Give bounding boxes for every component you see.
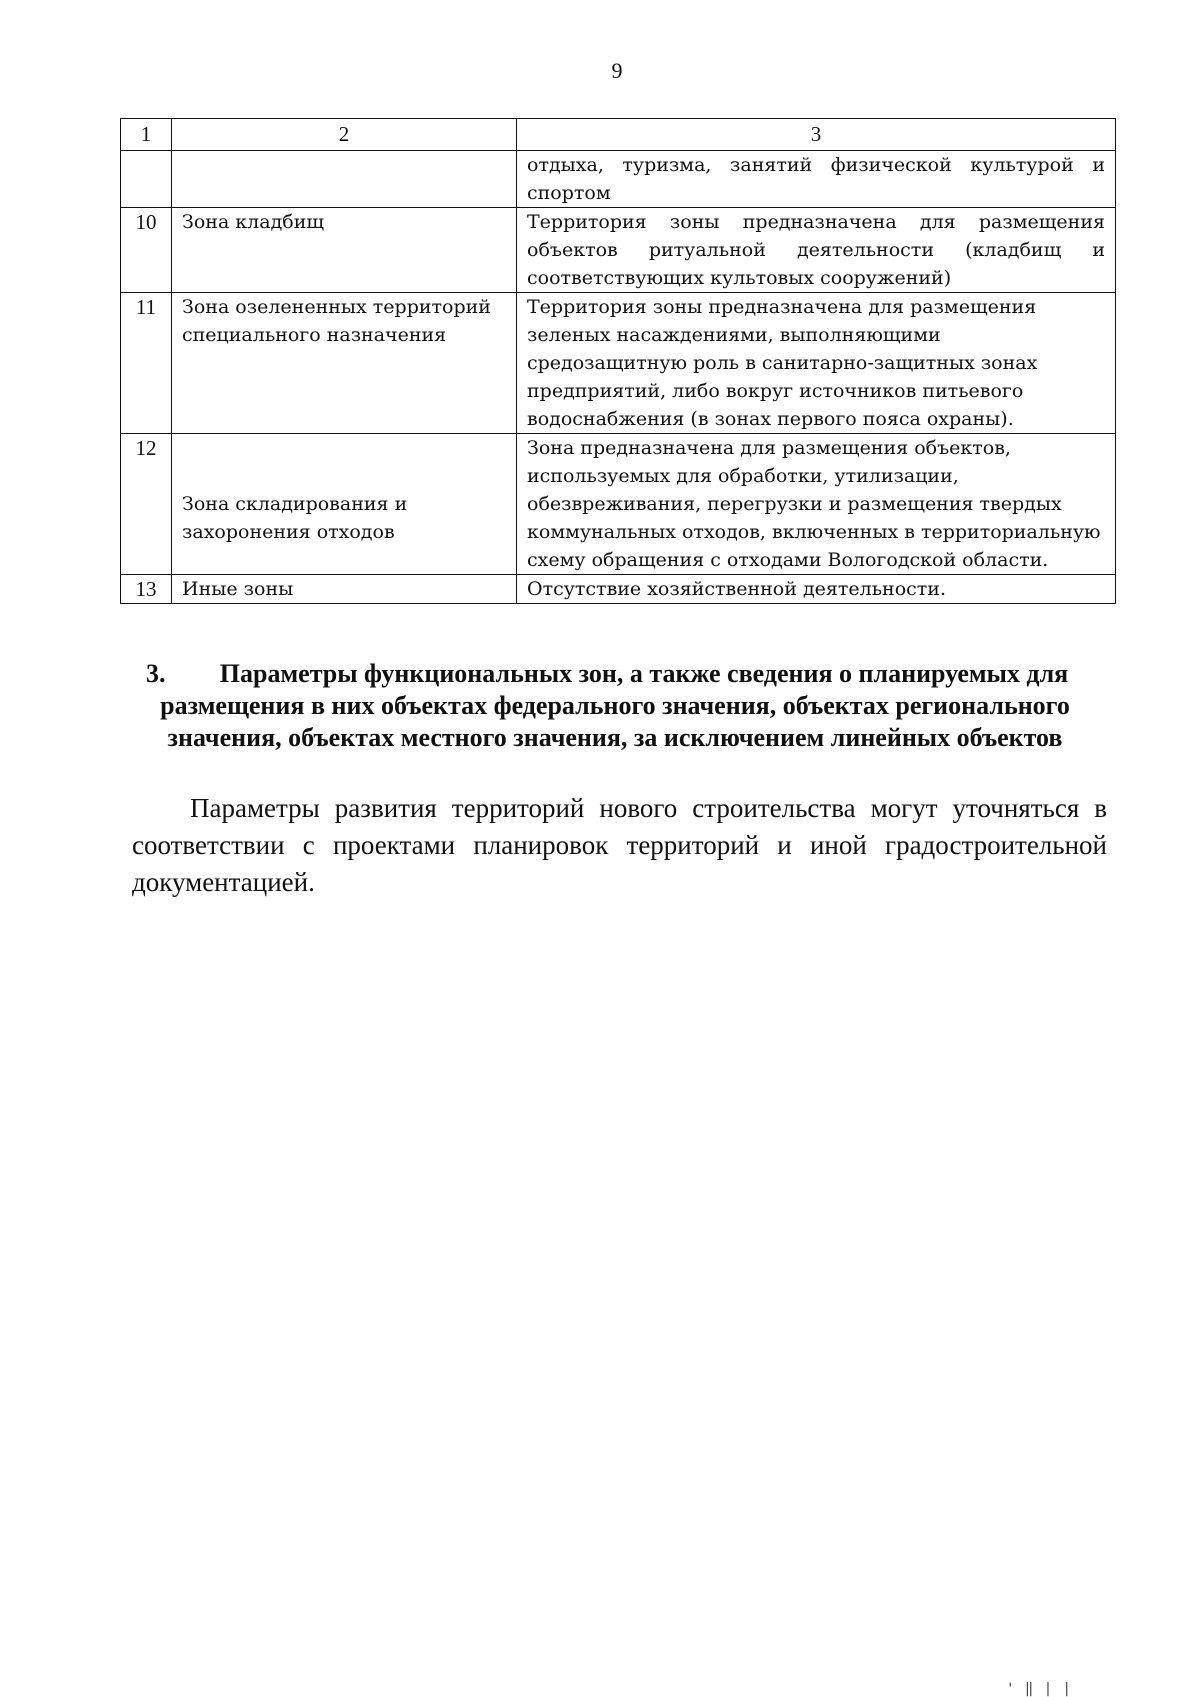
header-cell-2: 2: [172, 119, 517, 151]
table-row: [121, 151, 1116, 208]
functional-zones-table: [120, 118, 1116, 604]
row-number: 11: [121, 293, 172, 434]
zone-description: Территория зоны предназначена для размещения зеленых насаждениями, выполняющими средозащитную роль в санитарно-защитных зонах предприятий, либо вокруг источников питьевого водоснабжения (в зонах первого пояса охраны).: [517, 293, 1116, 434]
body-paragraph: Параметры развития территорий нового строительства могут уточняться в соответствии с проектами планировок территорий и иной градостроительной документацией.: [132, 793, 1107, 897]
zone-name: Иные зоны: [172, 575, 517, 604]
zone-description: Территория зоны предназначена для размещения объектов ритуальной деятельности (кладбищ и соответствующих культовых сооружений): [517, 208, 1116, 293]
section-heading: [140, 658, 1090, 754]
row-number: 12: [121, 434, 172, 575]
zone-name: Зона складирования и захоронения отходов: [172, 434, 517, 575]
section-number: 3.: [146, 659, 166, 688]
table-row: [121, 208, 1116, 293]
header-cell-3: 3: [517, 119, 1116, 151]
zone-description: Отсутствие хозяйственной деятельности.: [517, 575, 1116, 604]
row-number: [121, 151, 172, 208]
zone-name: [172, 151, 517, 208]
zone-name: Зона кладбищ: [172, 208, 517, 293]
table-row: [121, 293, 1116, 434]
header-cell-1: 1: [121, 119, 172, 151]
table-row: [121, 434, 1116, 575]
zone-description: Зона предназначена для размещения объектов, используемых для обработки, утилизации, обезвреживания, перегрузки и размещения твердых коммунальных отходов, включенных в территориальную схему обращения с отходами Вологодской области.: [517, 434, 1116, 575]
scan-artifact-mark: ' ‖ | |: [1005, 1681, 1072, 1697]
table-header-row: [121, 119, 1116, 151]
zone-name: Зона озелененных территорий специального назначения: [172, 293, 517, 434]
zone-description: отдыха, туризма, занятий физической культурой и спортом: [517, 151, 1116, 208]
page-number: 9: [611, 58, 623, 83]
table-row: [121, 575, 1116, 604]
section-title: Параметры функциональных зон, а также сведения о планируемых для размещения в них объектах федерального значения, объектах регионального значения, объектах местного значения, за исключением линейных объектов: [160, 659, 1070, 752]
row-number: 10: [121, 208, 172, 293]
row-number: 13: [121, 575, 172, 604]
